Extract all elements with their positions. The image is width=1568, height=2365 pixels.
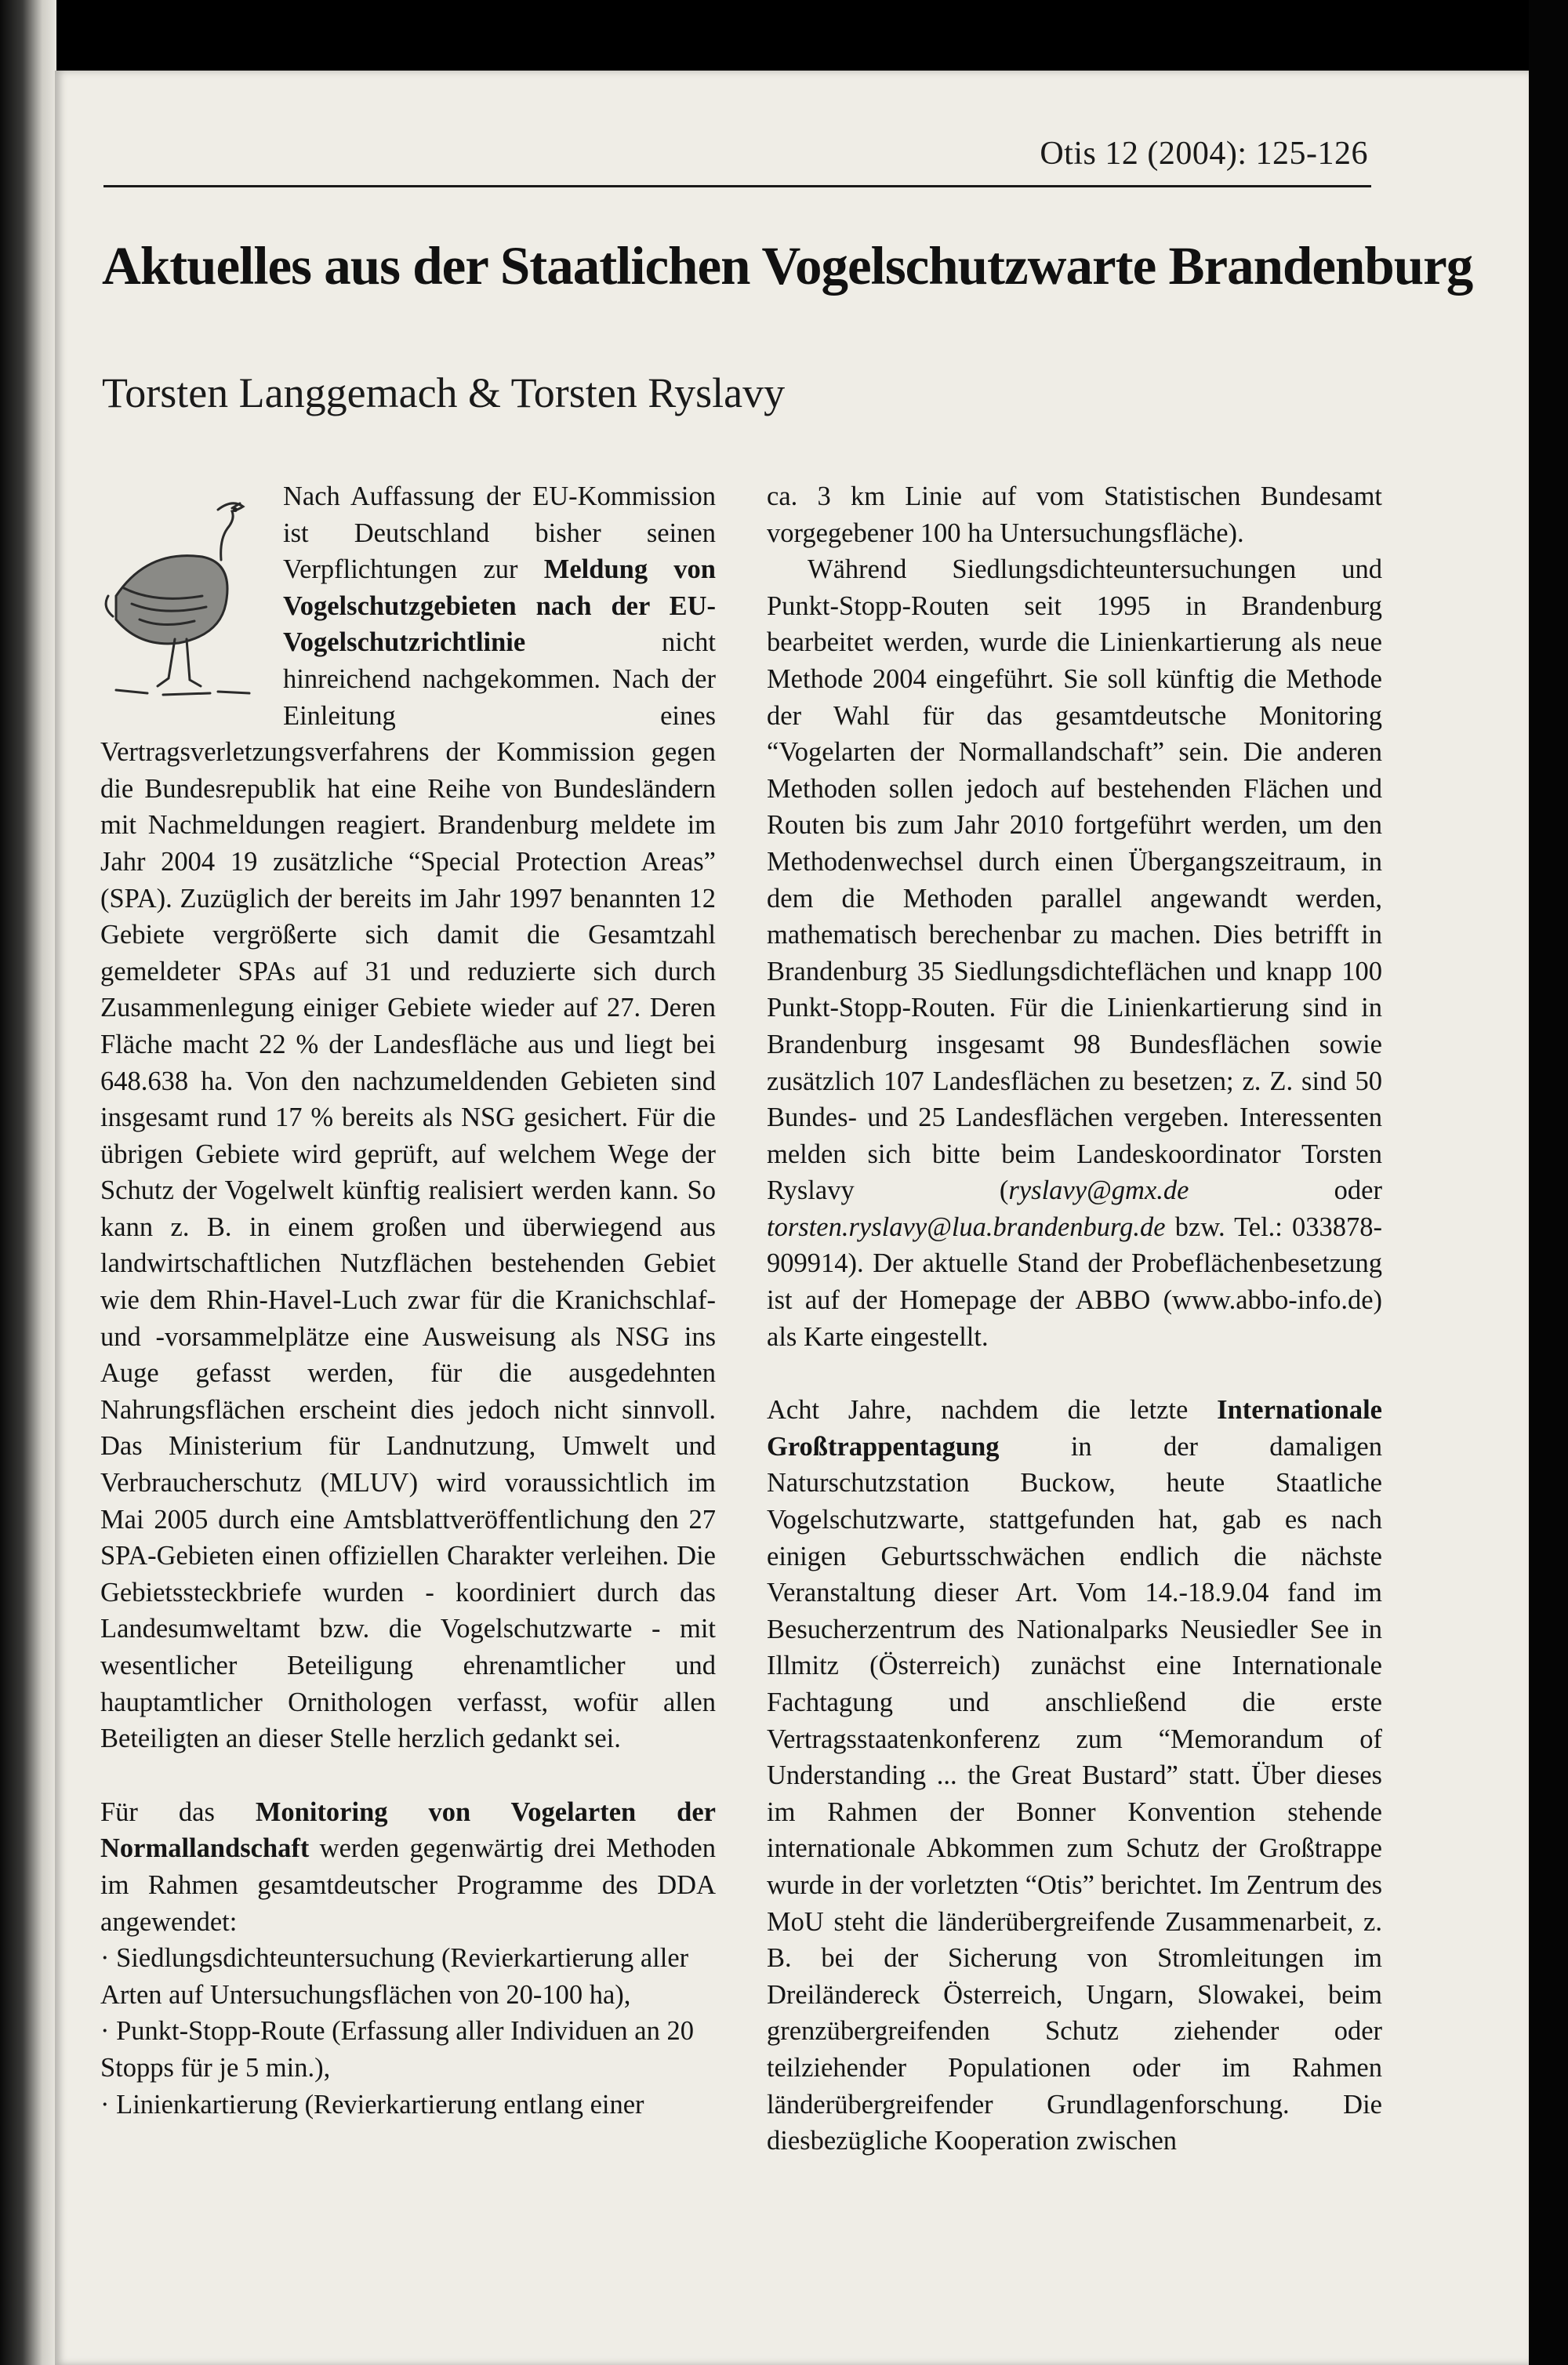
right-column: [767, 478, 1382, 2160]
paragraph-gap: [100, 1757, 716, 1794]
paragraph-continuation: ca. 3 km Linie auf vom Statistischen Bundesamt vorgegebener 100 ha Untersuchungsfläche).: [767, 481, 1382, 548]
email-link[interactable]: torsten.ryslavy@lua.brandenburg.de: [767, 1212, 1166, 1242]
paragraph-gap: [767, 1355, 1382, 1392]
paragraph-bustard-conference: [767, 1392, 1382, 2159]
article-authors: Torsten Langgemach & Torsten Ryslavy: [102, 369, 786, 416]
text: Für das: [100, 1796, 256, 1827]
great-bustard-illustration-icon: [100, 478, 269, 706]
bold-term: Internationale Großtrappentagung: [767, 1395, 1382, 1462]
bold-term: Meldung von Vogelschutzgebieten nach der EU-Vogelschutzrichtlinie: [283, 554, 716, 658]
paragraph-methods: [767, 551, 1382, 1355]
text: Acht Jahre, nachdem die letzte: [767, 1395, 1218, 1426]
left-column: [100, 478, 716, 2123]
text: nicht hinreichend nachgekommen. Nach der Einleitung eines Vertragsverletzungsverfahrens der Kommission gegen die Bundesrepublik hat eine Reihe von Bundesländern mit Nachmeldungen reagiert. Brandenburg meldete im Jahr 2004 19 zusätzliche “Special Protection Areas” (SPA). Zuzüglich der bereits im Jahr 1997 benannten 12 Gebiete vergrößerte sich damit die Gesamtzahl gemeldeter SPAs auf 31 und reduzierte sich durch Zusammenlegung einiger Gebiete wieder auf 27. Deren Fläche macht 22 % der Landesfläche aus und liegt bei 648.638 ha. Von den nachzumeldenden Gebieten sind insgesamt rund 17 % bereits als NSG gesichert. Für die übrigen Gebiete wird geprüft, auf welchem Wege der Schutz der Vogelwelt künftig realisiert werden kann. So kann z. B. in einem großen und überwiegend aus landwirtschaftlichen Nutzflächen bestehenden Gebiet wie dem Rhin-Havel-Luch zwar für die Kranichschlaf- und -vorsammelplätze eine Ausweisung als NSG ins Auge gefasst werden, für die ausgedehnten Nahrungsflächen erscheint dies jedoch nicht sinnvoll. Das Ministerium für Landnutzung, Umwelt und Verbraucherschutz (MLUV) wird voraussichtlich im Mai 2005 durch eine Amtsblattveröffentlichung den 27 SPA-Gebieten einen offiziellen Charakter verleihen. Die Gebietssteckbriefe wurden - koordiniert durch das Landesumweltamt bzw. die Vogelschutzwarte - mit wesentlicher Beteiligung ehrenamtlicher und hauptamtlicher Ornithologen verfasst, wofür allen Beteiligten an dieser Stelle herzlich gedankt sei.: [100, 627, 716, 1754]
list-item: · Siedlungsdichteuntersuchung (Revierkartierung aller Arten auf Untersuchungsflächen von 20-100 ha),: [100, 1943, 689, 2010]
text: oder: [1189, 1175, 1382, 1206]
text: werden gegenwärtig drei Methoden im Rahmen gesamtdeutscher Programme des DDA angewendet:: [100, 1833, 716, 1937]
journal-citation: Otis 12 (2004): 125-126: [1040, 136, 1368, 172]
text: in der damaligen Naturschutzstation Buckow, heute Staatliche Vogelschutzwarte, stattgefunden hat, gab es nach einigen Geburtsschwächen endlich die nächste Veranstaltung dieser Art. Vom 14.-18.9.04 fand im Besucherzentrum des Nationalparks Neusiedler See in Illmitz (Österreich) zunächst eine Internationale Fachtagung und anschließend die erste Vertragsstaatenkonferenz zum “Memorandum of Understanding ... the Great Bustard” statt. Über dieses im Rahmen der Bonner Konvention stehende internationale Abkommen zum Schutz der Großtrappe wurde in der vorletzten “Otis” berichtet. Im Zentrum des MoU steht die länderübergreifende Zusammenarbeit, z. B. bei der Sicherung von Stromleitungen im Dreiländereck Österreich, Ungarn, Slowakei, beim grenzübergreifenden Schutz ziehender oder teilziehender Populationen oder im Rahmen länderübergreifender Grundlagenforschung. Die diesbezügliche Kooperation zwischen: [767, 1431, 1382, 2156]
scan-border: [1529, 0, 1568, 2365]
text: Während Siedlungsdichteuntersuchungen und Punkt-Stopp-Routen seit 1995 in Brandenburg bearbeitet werden, wurde die Linienkartierung als neue Methode 2004 eingeführt. Sie soll künftig die Methode der Wahl für das gesamtdeutsche Monitoring “Vogelarten der Normallandschaft” sein. Die anderen Methoden sollen jedoch auf bestehenden Flächen und Routen bis zum Jahr 2010 fortgeführt werden, um den Methodenwechsel durch einen Übergangszeitraum, in dem die Methoden parallel angewandt werden, mathematisch berechenbar zu machen. Dies betrifft in Brandenburg 35 Siedlungsdichteflächen und knapp 100 Punkt-Stopp-Routen. Für die Linienkartierung sind in Brandenburg insgesamt 98 Bundesflächen sowie zusätzlich 107 Landesflächen zu besetzen; z. Z. sind 50 Bundes- und 25 Landesflächen vergeben. Interessenten melden sich bitte beim Landeskoordinator Torsten Ryslavy (: [767, 554, 1382, 1206]
bold-term: Monitoring von Vogelarten der Normallandschaft: [100, 1796, 716, 1864]
text: Nach Auffassung der EU-Kommission ist Deutschland bisher seinen Verpflichtungen zur: [283, 481, 716, 585]
header-rule: [103, 185, 1371, 187]
article-title: Aktuelles aus der Staatlichen Vogelschutzwarte Brandenburg: [102, 236, 1473, 296]
book-gutter: [0, 0, 56, 2365]
list-item: · Punkt-Stopp-Route (Erfassung aller Individuen an 20 Stopps für je 5 min.),: [100, 2016, 694, 2083]
text: bzw. Tel.: 033878-909914). Der aktuelle Stand der Probeflächenbesetzung ist auf der Homepage der ABBO (www.abbo-info.de) als Karte eingestellt.: [767, 1212, 1382, 1352]
list-item: · Linienkartierung (Revierkartierung entlang einer: [100, 2089, 644, 2120]
paragraph-monitoring: [100, 1794, 716, 1940]
email-link[interactable]: ryslavy@gmx.de: [1008, 1175, 1189, 1206]
